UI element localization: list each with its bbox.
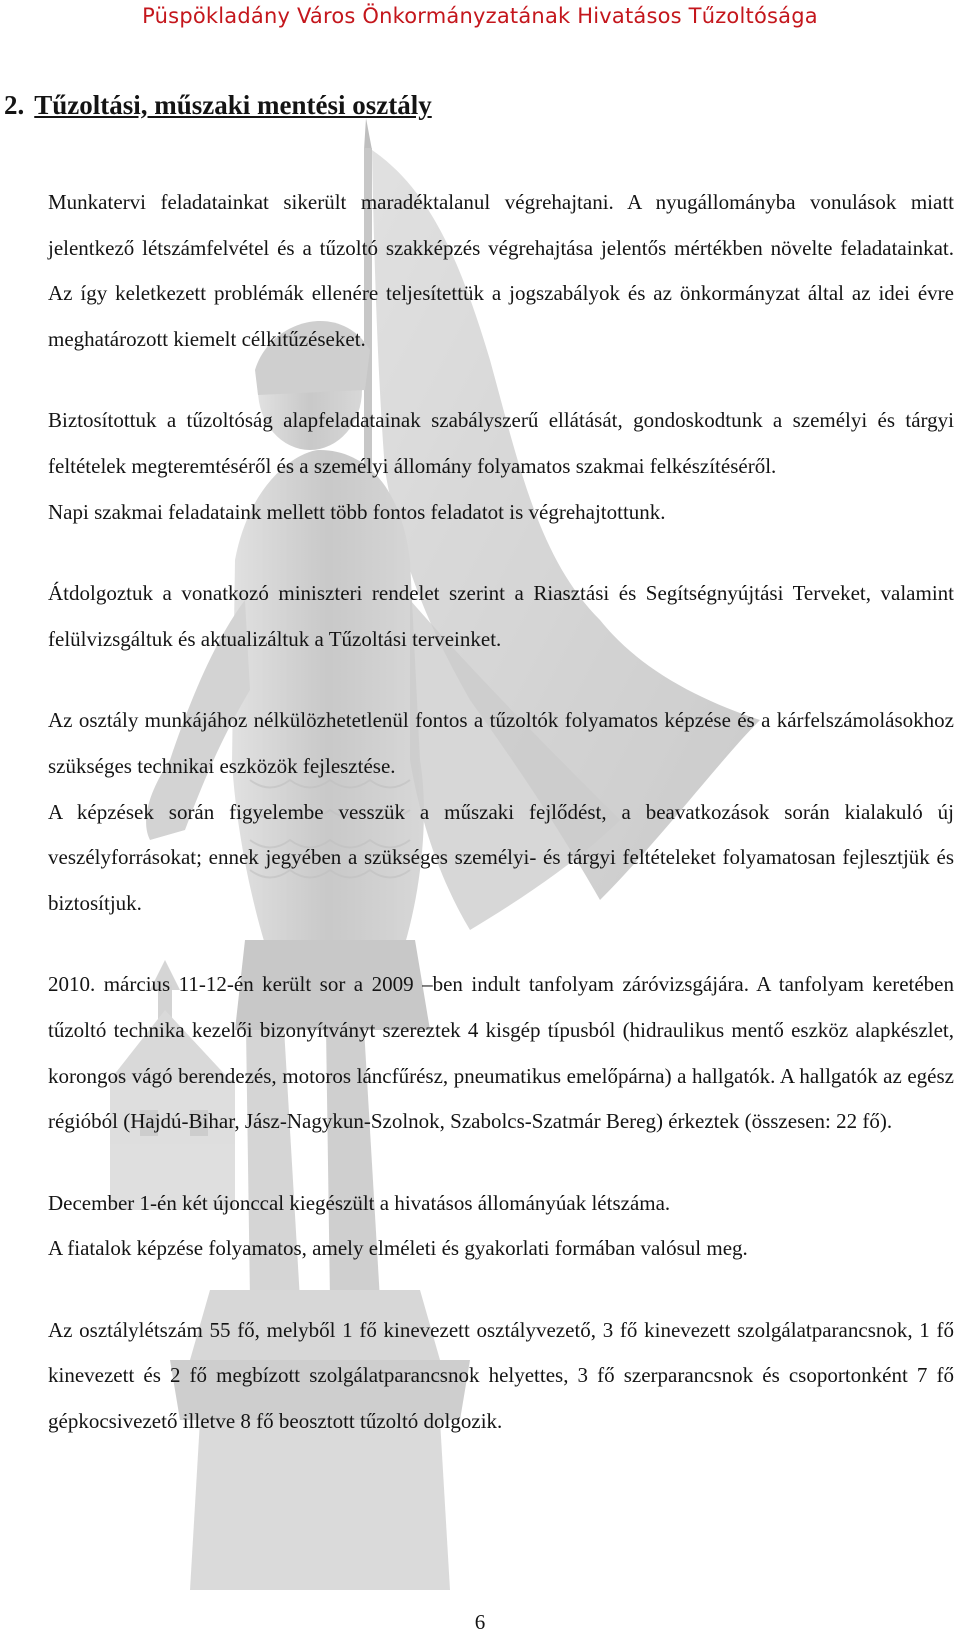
section-heading [4,90,432,121]
paragraph: A képzések során figyelembe vesszük a műszaki fejlődést, a beavatkozások során kialakuló új veszélyforrásokat; ennek jegyében a szükséges személyi- és tárgyi feltételeket folyamatosan fejlesztjük és biztosítjuk. [48,799,954,915]
document-header: Püspökladány Város Önkormányzatának Hivatásos Tűzoltósága [142,4,818,28]
paragraph: A fiatalok képzése folyamatos, amely elméleti és gyakorlati formában valósul meg. [48,1236,748,1261]
paragraph: December 1-én két újonccal kiegészült a hivatásos állományúak létszáma. [48,1190,671,1215]
section-number: 2. [4,90,25,120]
section-title: Tűzoltási, műszaki mentési osztály [34,90,432,120]
paragraph: Az osztálylétszám 55 fő, melyből 1 fő kinevezett osztályvezető, 3 fő kinevezett szolgálatparancsnok, 1 fő kinevezett és 2 fő megbízott szolgálatparancsnok helyettes, 3 fő szerparancsnok és csoportonként 7 fő gépkocsivezető illetve 8 fő beosztott tűzoltó dolgozik. [48,1317,954,1434]
page-number: 6 [474,1610,486,1634]
paragraph: Biztosítottuk a tűzoltóság alapfeladatainak szabályszerű ellátását, gondoskodtunk a személyi és tárgyi feltételek megteremtéséről és a személyi állomány folyamatos szakmai felkészítéséről. [48,408,954,478]
paragraph: Az osztály munkájához nélkülözhetetlenül fontos a tűzoltók folyamatos képzése és a kárfelszámolásokhoz szükséges technikai eszközök fejlesztése. [48,708,954,778]
paragraph: Napi szakmai feladataink mellett több fontos feladatot is végrehajtottunk. [48,499,666,524]
paragraph: Átdolgoztuk a vonatkozó miniszteri rendelet szerint a Riasztási és Segítségnyújtási Terveket, valamint felülvizsgáltuk és aktualizáltuk a Tűzoltási terveinket. [48,581,954,651]
spear-icon [364,118,372,150]
paragraph: Munkatervi feladatainkat sikerült maradéktalanul végrehajtani. A nyugállományba vonulások miatt jelentkező létszámfelvétel és a tűzoltó szakképzés végrehajtása jelentős mértékben növelte feladatainkat. Az így keletkezett problémák ellenére teljesítettük a jogszabályok és az önkormányzat által az idei évre meghatározott kiemelt célkitűzéseket. [48,190,954,351]
body-text [48,180,954,1445]
paragraph: 2010. március 11-12-én került sor a 2009 –ben indult tanfolyam záróvizsgájára. A tanfolyam keretében tűzoltó technika kezelői bizonyítványt szereztek 4 kisgép típusból (hidraulikus mentő eszköz alapkészlet, korongos vágó berendezés, motoros láncfűrész, pneumatikus emelőpárna) a hallgatók. A hallgatók az egész régióból (Hajdú-Bihar, Jász-Nagykun-Szolnok, Szabolcs-Szatmár Bereg) érkeztek (összesen: 22 fő). [48,972,954,1134]
